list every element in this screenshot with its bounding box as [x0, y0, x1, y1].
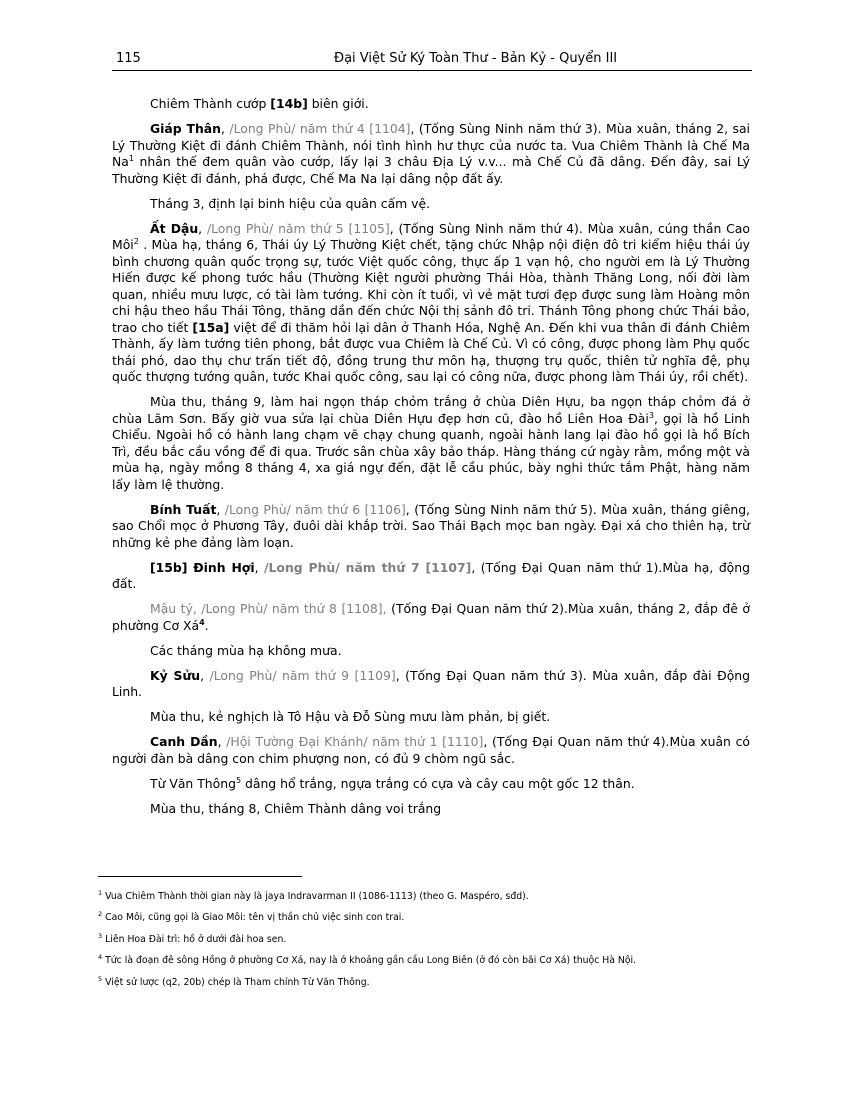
footnote: $^3$ Liên Hoa Đài trì: hồ ở dưới đài hoa sen. [98, 931, 287, 945]
paragraph: Mùa thu, kẻ nghịch là Tô Hậu và Đỗ Sùng mưu làm phản, bị giết. [150, 709, 551, 724]
year-name: Kỷ Sửu [150, 667, 201, 683]
footnote-ref: 5 [235, 775, 242, 785]
footnote-ref: 2 [133, 236, 139, 246]
header-rule [112, 70, 752, 71]
year-name: Ất Dậu [150, 220, 199, 236]
reign-note: /Hội Tường Đại Khánh/ năm thứ 1 [1110] [226, 734, 484, 749]
paragraph: Ất Dậu, /Long Phù/ năm thứ 5 [1105], (Tống Sùng Ninh năm thứ 4). Mùa xuân, cúng thần Cao Môi$^2$ . Mùa hạ, tháng 6, Thái úy Lý Thường Kiệt chết, tặng chức Nhập nội điện đô tri kiểm hiệu thái úy bình chương quân quốc trọng sự, tước Việt quốc công, thực ấp 1 vạn hộ, cho người em là Lý Thường Hiến được kế phong tước hầu (Thường Kiệt người phường Thái Hòa, thành Thăng Long, nối đời làm quan, nhiều mưu lược, có tài làm tướng. Khi còn ít tuổi, vì vẻ mặt tươi đẹp được sung làm Hoàng môn chi hậu theo hầu Thái Tông, thăng dần đến chức Nội thị sảnh đô tri. Thánh Tông phong chức Thái bảo, trao cho tiết [15a] việt để đi thăm hỏi lại dân ở Thanh Hóa, Nghệ An. Đến khi vua thân đi đánh Chiêm Thành, ấy làm tướng tiên phong, bắt được vua Chiêm là Chế Củ. Vì có công, được phong làm Phụ quốc thái phó, dao thụ chư trấn tiết độ, đồng trung thư môn hạ, thượng trụ quốc, thiên tử nghĩa đệ, phụ quốc thượng tướng quân, tước Khai quốc công, sau lại có công nữa, được phong làm Thái úy, rồi chết). [112, 220, 750, 384]
year-name: [15b] Đinh Hợi [150, 559, 255, 575]
reign-note: Mậu tý, /Long Phù/ năm thứ 8 [1108], [150, 601, 387, 616]
footnote: $^5$ Việt sử lược (q2, 20b) chép là Tham chính Từ Văn Thông. [98, 974, 370, 988]
reign-note: /Long Phù/ năm thứ 5 [1105] [206, 220, 390, 236]
paragraph: Từ Văn Thông$^5$ dâng hổ trắng, ngựa trắng có cựa và cây cau một gốc 12 thân. [150, 775, 635, 791]
reign-note: /Long Phù/ năm thứ 6 [1106] [224, 501, 406, 517]
running-title: Đại Việt Sử Ký Toàn Thư - Bản Kỷ - Quyển III [334, 51, 618, 66]
paragraph: Các tháng mùa hạ không mưa. [150, 642, 342, 658]
paragraph: Mùa thu, tháng 9, làm hai ngọn tháp chỏm trắng ở chùa Diên Hựu, ba ngọn tháp chỏm đá ở chùa Lãm Sơn. Bấy giờ vua sửa lại chùa Diên Hựu đẹp hơn cũ, đào hồ Liên Hoa Đài$^3$, gọi là hồ Linh Chiểu. Ngoài hồ có hành lang chạm vẽ chạy chung quanh, ngoài hành lang lại đào hồ gọi là hồ Bích Trì, đều bắc cầu vồng để đi qua. Trước sân chùa xây bảo tháp. Hàng tháng cứ ngày rằm, mồng một và mùa hạ, ngày mồng 8 tháng 4, xa giá ngự đến, đặt lễ cầu phúc, bày nghi thức tắm Phật, hàng năm lấy làm lệ thường. [112, 394, 750, 492]
main-text [112, 96, 750, 826]
year-name: Canh Dần [150, 734, 218, 749]
page-number: 115 [116, 51, 141, 66]
reign-note: /Long Phù/ năm thứ 7 [1107] [264, 559, 472, 575]
page-header [112, 48, 752, 70]
paragraph: [15b] Đinh Hợi, /Long Phù/ năm thứ 7 [1107], (Tống Đại Quan năm thứ 1).Mùa hạ, động đất. [112, 559, 750, 591]
footnote-ref: 4 [199, 617, 205, 627]
footnote: $^2$ Cao Môi, cũng gọi là Giao Môi: tên vị thần chủ việc sinh con trai. [98, 910, 405, 924]
paragraph: Chiêm Thành cướp [14b] biên giới. [150, 96, 369, 111]
year-name: Bính Tuất [150, 501, 217, 517]
paragraph: Canh Dần, /Hội Tường Đại Khánh/ năm thứ 1 [1110], (Tống Đại Quan năm thứ 4).Mùa xuân có người đàn bà dâng con chim phượng non, có đủ 9 chòm ngũ sắc. [112, 734, 750, 766]
reign-note: /Long Phù/ năm thứ 4 [1104] [229, 121, 411, 136]
footnote-rule [98, 876, 302, 877]
paragraph: Bính Tuất, /Long Phù/ năm thứ 6 [1106], (Tống Sùng Ninh năm thứ 5). Mùa xuân, tháng giêng, sao Chổi mọc ở Phương Tây, đuôi dài khắp trời. Sao Thái Bạch mọc ban ngày. Đại xá cho thiên hạ, trừ những kẻ phe đảng làm loạn. [112, 501, 750, 550]
paragraph: Tháng 3, định lại binh hiệu của quân cấm vệ. [150, 195, 431, 211]
footnote: $^4$ Tức là đoạn đê sông Hồng ở phường Cơ Xá, nay là ở khoảng gần cầu Long Biên (ở đó còn bãi Cơ Xá) thuộc Hà Nội. [98, 953, 637, 967]
footnotes [98, 890, 758, 997]
reign-note: /Long Phù/ năm thứ 9 [1109] [209, 667, 396, 683]
paragraph: Mùa thu, tháng 8, Chiêm Thành dâng voi trắng [150, 800, 442, 816]
footnote-ref: 3 [648, 410, 654, 420]
footnote-ref: 1 [128, 153, 134, 163]
paragraph: Mậu tý, /Long Phù/ năm thứ 8 [1108], (Tống Đại Quan năm thứ 2).Mùa xuân, tháng 2, đắp đê ở phường Cơ $Xá^4$. [112, 601, 751, 633]
paragraph: Giáp Thân, /Long Phù/ năm thứ 4 [1104], (Tống Sùng Ninh năm thứ 3). Mùa xuân, tháng 2, sai Lý Thường Kiệt đi đánh Chiêm Thành, nói tình hình hư thực của nước ta. Vua Chiêm Thành là Chế Ma Na$^1$ nhân thế đem quân vào cướp, lấy lại 3 châu Địa Lý v.v... mà Chế Củ đã dâng. Đến đây, sai Lý Thường Kiệt đi đánh, phá được, Chế Ma Na lại dâng nộp đất ấy. [112, 121, 750, 186]
footnote: $^1$ Vua Chiêm Thành thời gian này là jaya Indravarman II (1086-1113) (theo G. Maspéro, sđd). [98, 888, 529, 902]
year-name: Giáp Thân [150, 121, 221, 136]
paragraph: Kỷ Sửu, /Long Phù/ năm thứ 9 [1109], (Tống Đại Quan năm thứ 3). Mùa xuân, đắp đài Động Linh. [112, 667, 750, 699]
